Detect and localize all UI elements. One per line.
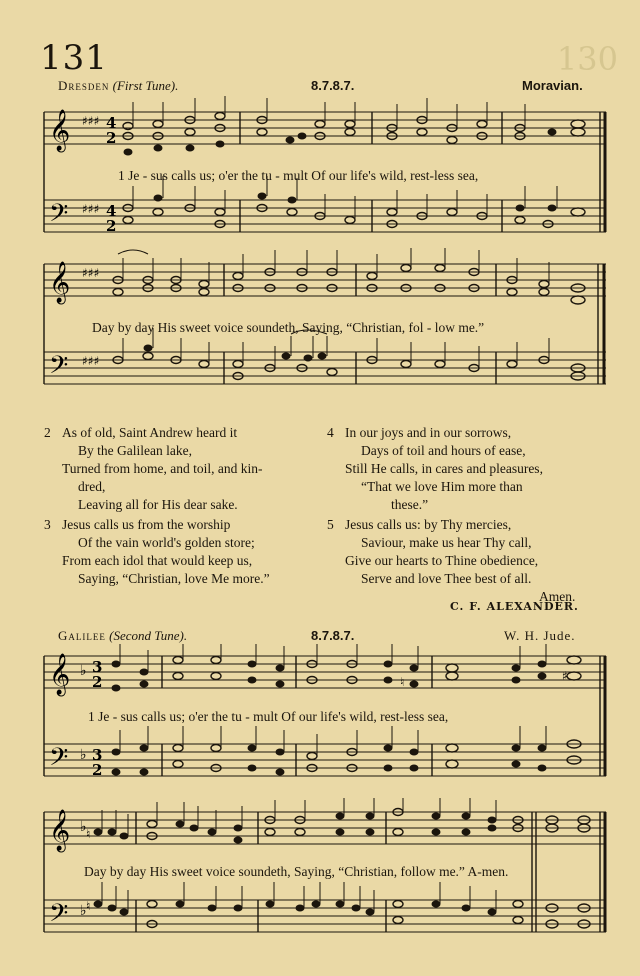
svg-text:4: 4	[106, 114, 117, 132]
svg-text:𝄢: 𝄢	[49, 199, 69, 234]
tune1-header	[58, 78, 178, 94]
svg-text:𝄢: 𝄢	[49, 743, 69, 778]
tune2-label: (Second Tune).	[109, 628, 188, 643]
svg-text:♮: ♮	[86, 899, 91, 913]
svg-text:2: 2	[106, 217, 117, 235]
tune2-attribution: W. H. Jude.	[504, 628, 576, 643]
tune1-attribution: Moravian.	[522, 78, 583, 93]
svg-text:♯♯♯: ♯♯♯	[82, 266, 100, 280]
svg-text:𝄞: 𝄞	[49, 810, 71, 851]
verse-line: Turned from home, and toil, and kin-	[62, 461, 263, 476]
svg-text:♭: ♭	[80, 903, 87, 919]
verse-line: Still He calls, in cares and pleasures,	[345, 461, 543, 476]
verse-3-number: 3	[44, 517, 51, 532]
verse-line: Saying, “Christian, love Me more.”	[78, 571, 270, 586]
svg-text:𝄞: 𝄞	[49, 110, 71, 151]
verse-3	[44, 516, 334, 588]
verse-line: By the Galilean lake,	[78, 443, 192, 458]
svg-text:♮: ♮	[86, 827, 91, 841]
svg-text:2: 2	[106, 129, 117, 147]
verse-5	[327, 516, 617, 606]
tune2-lyric-line1: 1 Je - sus calls us; o'er the tu - mult Of our life's wild, rest-less sea,	[88, 709, 449, 724]
svg-text:3: 3	[92, 658, 103, 676]
verse-amen: Amen.	[539, 589, 576, 604]
svg-text:♯♯♯: ♯♯♯	[82, 202, 100, 216]
svg-text:4: 4	[106, 202, 117, 220]
verse-line: “That we love Him more than	[361, 479, 523, 494]
tune2-lyric-line2: Day by day His sweet voice soundeth, Saying, “Christian, follow me.” A-men.	[84, 864, 509, 879]
verse-line: As of old, Saint Andrew heard it	[62, 425, 238, 440]
svg-text:𝄞: 𝄞	[49, 654, 71, 695]
svg-text:2: 2	[92, 673, 103, 691]
tune2-header	[58, 628, 187, 644]
verse-line: Leaving all for His dear sake.	[78, 497, 238, 512]
tune1-label: (First Tune).	[112, 78, 179, 93]
tune1-lyric-line1: 1 Je - sus calls us; o'er the tu - mult Of our life's wild, rest-less sea,	[118, 168, 479, 183]
verse-line: Jesus calls us: by Thy mercies,	[345, 517, 512, 532]
tune2-meter: 8.7.8.7.	[311, 628, 355, 643]
svg-text:𝄢: 𝄢	[49, 351, 69, 386]
verse-line: Saviour, make us hear Thy call,	[361, 535, 532, 550]
verse-line: In our joys and in our sorrows,	[345, 425, 512, 440]
svg-text:♮: ♮	[400, 675, 405, 689]
svg-text:♯♯♯: ♯♯♯	[82, 114, 100, 128]
svg-text:3: 3	[92, 746, 103, 764]
verse-line: Give our hearts to Thine obedience,	[345, 553, 539, 568]
show-through-page-number: 130	[556, 40, 618, 78]
verse-line: From each idol that would keep us,	[62, 553, 253, 568]
verse-2-number: 2	[44, 425, 51, 440]
verse-4-number: 4	[327, 425, 334, 440]
verse-5-number: 5	[327, 517, 334, 532]
verse-line: dred,	[78, 479, 106, 494]
svg-text:♯: ♯	[562, 669, 568, 683]
verse-line: Of the vain world's golden store;	[78, 535, 255, 550]
verse-4	[327, 424, 617, 514]
tune1-lyric-line2: Day by day His sweet voice soundeth, Saying, “Christian, fol - low me.”	[92, 320, 485, 335]
page-number: 131	[40, 38, 108, 78]
svg-text:2: 2	[92, 761, 103, 779]
svg-text:♭: ♭	[80, 663, 87, 679]
verse-line: Jesus calls us from the worship	[62, 517, 231, 532]
verse-2	[44, 424, 334, 514]
svg-text:𝄞: 𝄞	[49, 262, 71, 303]
tune2-name: Galilee	[58, 628, 106, 643]
tune1-name: Dresden	[58, 78, 110, 93]
svg-text:♭: ♭	[80, 819, 87, 835]
svg-text:♭: ♭	[80, 747, 87, 763]
verse-line: Days of toil and hours of ease,	[361, 443, 526, 458]
verse-line: these.”	[391, 497, 429, 512]
svg-text:𝄢: 𝄢	[49, 899, 69, 934]
verse-line: Serve and love Thee best of all.	[361, 571, 532, 586]
author-credit: C. F. ALEXANDER.	[450, 600, 579, 613]
tune1-meter: 8.7.8.7.	[311, 78, 355, 93]
svg-text:♯♯♯: ♯♯♯	[82, 354, 100, 368]
